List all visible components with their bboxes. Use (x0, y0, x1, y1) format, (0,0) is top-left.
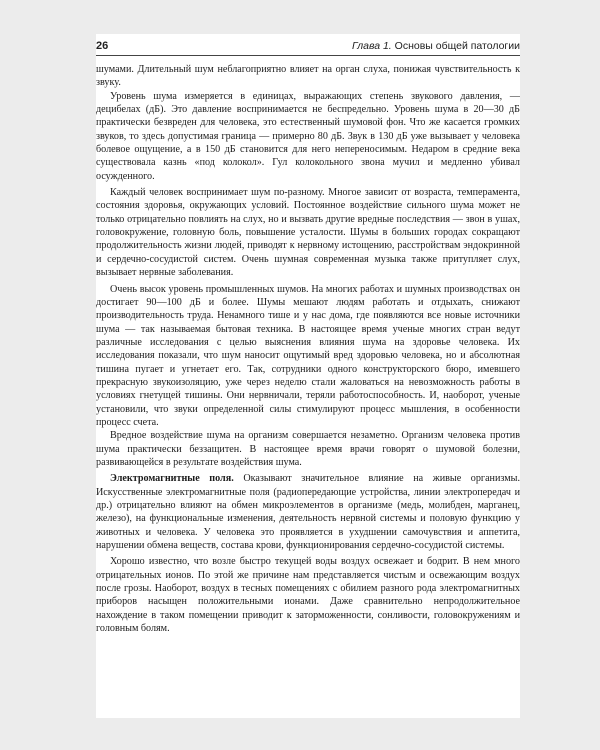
chapter-name: Основы общей патологии (394, 40, 520, 52)
chapter-title (352, 40, 520, 52)
em-text: Оказывают значительное влияние на живые организмы. Искусственные электромагнитные поля (радиопередающие устройства, линии электропередач и др.) отрицательно влияют на обмен микроэлементов в организме (медь, молибден, марганец, железо), на функциональные изменения, деятельность нервной системы и половую функцию у животных и человека. У человека это проявляется в ухудшении самочувствия и аппетита, нарушении обмена веществ, состава крови, функционирования сердечно-сосудистой системы. (96, 473, 520, 552)
paragraph-ions: Хорошо известно, что возле быстро текущей воды воздух освежает и бодрит. В нем много отрицательных ионов. По этой же причине нам представляется чистым и освежающим воздух после грозы. Наоборот, воздух в тесных помещениях с обилием разного рода электромагнитных приборов насыщен положительными ионами. Даже сравнительно непродолжительное нахождение в таком помещении приводит к заторможенности, сонливости, головокружениям и головным болям. (96, 556, 520, 635)
body-text (96, 63, 520, 635)
paragraph-noise-levels: Уровень шума измеряется в единицах, выражающих степень звукового давления, — децибелах (дБ). Это давление воспринимается не беспредельно. Уровень шума в 20—30 дБ практически безвреден для человека, это естественный шумовой фон. Что же касается громких звуков, то здесь допустимая граница — примерно 80 дБ. Звук в 130 дБ уже вызывает у человека болевое ощущение, а в 150 дБ становится для него непереносимым. Недаром в средние века существовала казнь «под колокол». Гул колокольного звона мучил и медленно убивал осужденного. (96, 90, 520, 182)
paragraph-em-fields (96, 472, 520, 552)
chapter-label: Глава 1. (351, 40, 392, 52)
running-head (96, 40, 520, 56)
book-page (96, 34, 520, 718)
page-number: 26 (96, 40, 109, 52)
em-heading: Электромагнитные поля. (110, 473, 234, 485)
paragraph-noise-harm: Вредное воздействие шума на организм совершается незаметно. Организм человека против шума практически беззащитен. В настоящее время врачи говорят о шумовой болезни, развивающейся в результате воздействия шума. (96, 430, 520, 468)
paragraph-industrial-noise: Очень высок уровень промышленных шумов. На многих работах и шумных производствах он достигает 90—100 дБ и более. Шумы мешают людям работать и отдыхать, снижают производительность труда. Ненамного тише и у нас дома, где появляются все новые источники шума — так называемая бытовая техника. В настоящее время ученые многих стран ведут различные исследования с целью выяснения влияния шума на здоровье человека. Их исследования показали, что шум наносит ощутимый вред здоровью человека, но и абсолютная тишина пугает и угнетает его. Так, сотрудники одного конструкторского бюро, имевшего прекрасную звукоизоляцию, уже через неделю стали жаловаться на невозможность работы в условиях гнетущей тишины. Они нервничали, теряли работоспособность. И, наоборот, ученые установили, что звуки определенной силы стимулируют процесс мышления, в особенности процесс счета. (96, 283, 520, 428)
paragraph-continued: шумами. Длительный шум неблагоприятно влияет на орган слуха, понижая чувствительность к звуку. (96, 64, 520, 89)
paragraph-noise-perception: Каждый человек воспринимает шум по-разному. Многое зависит от возраста, темперамента, состояния здоровья, окружающих условий. Постоянное воздействие сильного шума может не только отрицательно повлиять на слух, но и вызвать другие вредные последствия — звон в ушах, головокружение, головную боль, повышение усталости. Шумы в больших городах сокращают продолжительность жизни людей, приводят к нервному истощению, расстройствам эндокринной и сердечно-сосудистой систем. Очень шумная современная музыка также притупляет слух, вызывает нервные заболевания. (96, 187, 520, 279)
